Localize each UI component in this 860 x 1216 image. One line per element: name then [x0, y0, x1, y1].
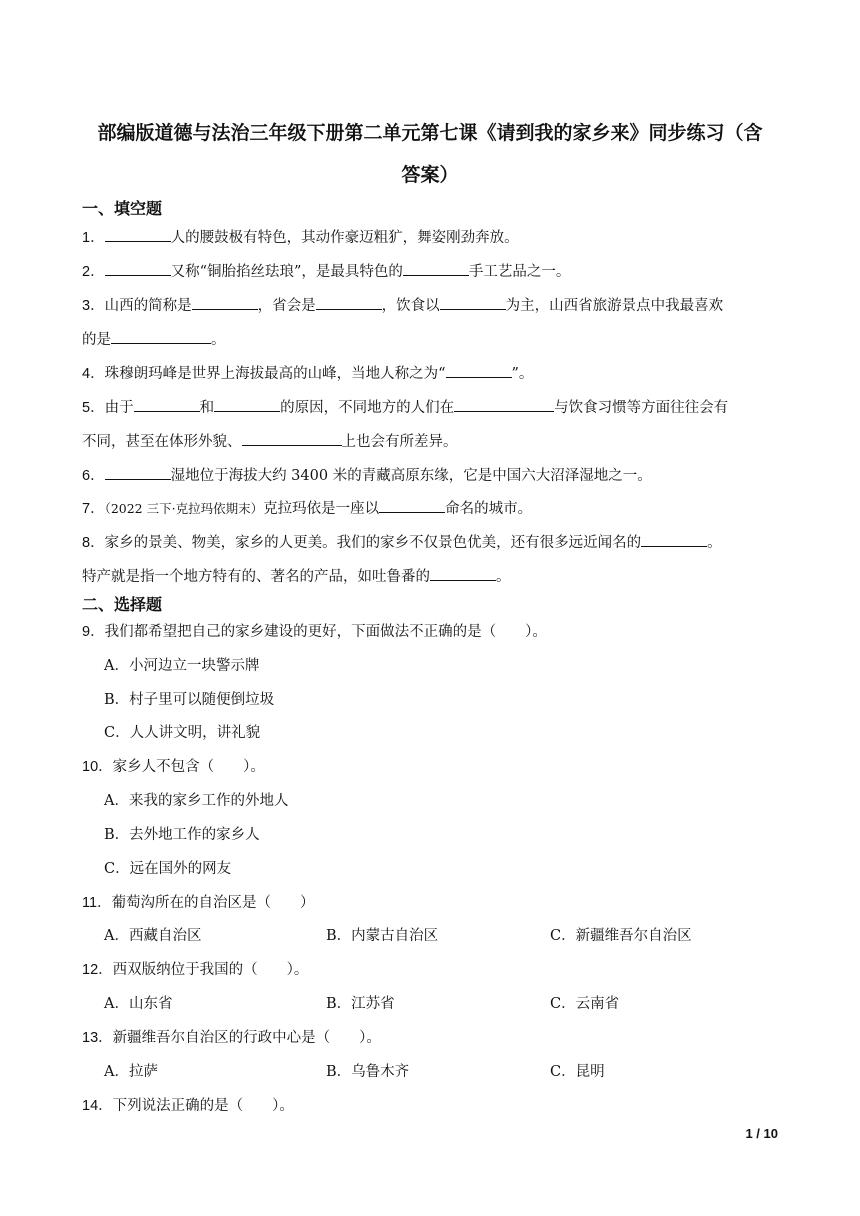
answer-blank[interactable]: [105, 227, 171, 242]
question-text: 的原因，不同地方的人们在: [280, 400, 455, 416]
option-a[interactable]: A．小河边立一块警示牌: [104, 658, 260, 674]
question-text: 手工艺品之一。: [468, 264, 571, 280]
question-number: 3．: [82, 298, 105, 314]
question-text: 又称“铜胎掐丝珐琅”，是最具特色的: [170, 264, 403, 280]
question-number: 9．: [82, 624, 105, 640]
question-source: （2022 三下·克拉玛依期末）: [104, 501, 264, 516]
question-text: 家乡的景美、物美，家乡的人更美。我们的家乡不仅景色优美，还有很多远近闻名的: [104, 535, 642, 551]
question-stem: 我们都希望把自己的家乡建设的更好，下面做法不正确的是（ ）。: [104, 624, 547, 640]
question-text: 与饮食习惯等方面往往会有: [554, 400, 729, 416]
question-text: ，省会是: [257, 298, 316, 314]
question-1: [82, 226, 519, 247]
question-number: 7．: [82, 501, 105, 517]
question-9: [82, 620, 547, 641]
question-number: 10．: [82, 759, 113, 775]
question-text: 克拉玛依是一座以: [263, 501, 380, 517]
question-text: 。: [211, 332, 226, 348]
question-text: 命名的城市。: [445, 501, 533, 517]
question-text: 不同，甚至在体形外貌、: [82, 434, 242, 450]
option-c[interactable]: C．昆明: [550, 1064, 605, 1080]
page-number: 1 / 10: [745, 1126, 778, 1141]
question-text: 。: [707, 535, 722, 551]
question-text: 的是: [82, 332, 111, 348]
option-b[interactable]: B．乌鲁木齐: [326, 1064, 410, 1080]
answer-blank[interactable]: [446, 363, 512, 378]
option-b[interactable]: B．村子里可以随便倒垃圾: [104, 692, 275, 708]
option-b[interactable]: B．内蒙古自治区: [326, 928, 439, 944]
answer-blank[interactable]: [316, 295, 382, 310]
answer-blank[interactable]: [192, 295, 258, 310]
question-12: [82, 958, 308, 979]
question-8-line-1: [82, 531, 722, 552]
question-text: 。: [496, 569, 511, 585]
option-b[interactable]: B．去外地工作的家乡人: [104, 827, 260, 843]
question-text: 湿地位于海拔大约 3400 米的青藏高原东缘，它是中国六大沼泽湿地之一。: [170, 468, 652, 484]
option-a[interactable]: A．山东省: [104, 996, 173, 1012]
question-3-line-2: [82, 328, 226, 349]
question-text: 山西的简称是: [104, 298, 192, 314]
question-11: [82, 891, 315, 912]
answer-blank[interactable]: [430, 566, 496, 581]
question-stem: 新疆维吾尔自治区的行政中心是（ ）。: [112, 1030, 381, 1046]
option-b[interactable]: B．江苏省: [326, 996, 395, 1012]
question-number: 5．: [82, 400, 105, 416]
question-text: 为主，山西省旅游景点中我最喜欢: [505, 298, 724, 314]
option-c[interactable]: C．新疆维吾尔自治区: [550, 928, 692, 944]
question-14: [82, 1094, 294, 1115]
question-2: [82, 260, 570, 281]
question-number: 2．: [82, 264, 105, 280]
question-5-line-2: [82, 430, 458, 451]
question-number: 11．: [82, 895, 112, 911]
question-number: 4．: [82, 366, 105, 382]
question-text: ”。: [511, 366, 534, 382]
option-c[interactable]: C．云南省: [550, 996, 620, 1012]
question-3-line-1: [82, 294, 723, 315]
document-title-line-2: 答案）: [401, 164, 459, 186]
question-number: 1．: [82, 230, 105, 246]
answer-blank[interactable]: [111, 329, 211, 344]
question-text: 人的腰鼓极有特色，其动作豪迈粗犷，舞姿刚劲奔放。: [170, 230, 519, 246]
answer-blank[interactable]: [105, 465, 171, 480]
question-text: 上也会有所差异。: [341, 434, 458, 450]
option-a[interactable]: A．来我的家乡工作的外地人: [104, 793, 289, 809]
option-a[interactable]: A．西藏自治区: [104, 928, 202, 944]
question-number: 14．: [82, 1098, 113, 1114]
question-4: [82, 362, 533, 383]
question-text: ，饮食以: [381, 298, 440, 314]
question-number: 12．: [82, 962, 113, 978]
question-5-line-1: [82, 396, 728, 417]
question-text: 特产就是指一个地方特有的、著名的产品，如吐鲁番的: [82, 569, 430, 585]
answer-blank[interactable]: [379, 498, 445, 513]
answer-blank[interactable]: [403, 261, 469, 276]
option-c[interactable]: C．人人讲文明，讲礼貌: [104, 725, 261, 741]
answer-blank[interactable]: [134, 397, 200, 412]
answer-blank[interactable]: [454, 397, 554, 412]
question-stem: 家乡人不包含（ ）。: [112, 759, 265, 775]
document-title-line-1: 部编版道德与法治三年级下册第二单元第七课《请到我的家乡来》同步练习（含: [97, 122, 763, 144]
answer-blank[interactable]: [641, 532, 707, 547]
section-heading-multiple-choice: 二、选择题: [82, 595, 163, 614]
option-a[interactable]: A．拉萨: [104, 1064, 158, 1080]
question-text: 和: [199, 400, 215, 416]
question-stem: 下列说法正确的是（ ）。: [112, 1098, 294, 1114]
question-13: [82, 1026, 381, 1047]
question-8-line-2: [82, 565, 511, 586]
question-number: 8．: [82, 535, 105, 551]
question-number: 6．: [82, 468, 105, 484]
answer-blank[interactable]: [105, 261, 171, 276]
option-c[interactable]: C．远在国外的网友: [104, 861, 232, 877]
section-heading-fill-blank: 一、填空题: [82, 199, 163, 218]
question-6: [82, 464, 652, 485]
question-text: 珠穆朗玛峰是世界上海拔最高的山峰，当地人称之为“: [104, 366, 446, 382]
question-10: [82, 755, 265, 776]
question-text: 由于: [104, 400, 134, 416]
answer-blank[interactable]: [214, 397, 280, 412]
question-stem: 西双版纳位于我国的（ ）。: [112, 962, 309, 978]
answer-blank[interactable]: [242, 431, 342, 446]
question-stem: 葡萄沟所在的自治区是（ ）: [111, 895, 315, 911]
answer-blank[interactable]: [440, 295, 506, 310]
question-number: 13．: [82, 1030, 113, 1046]
question-7: [82, 497, 532, 518]
